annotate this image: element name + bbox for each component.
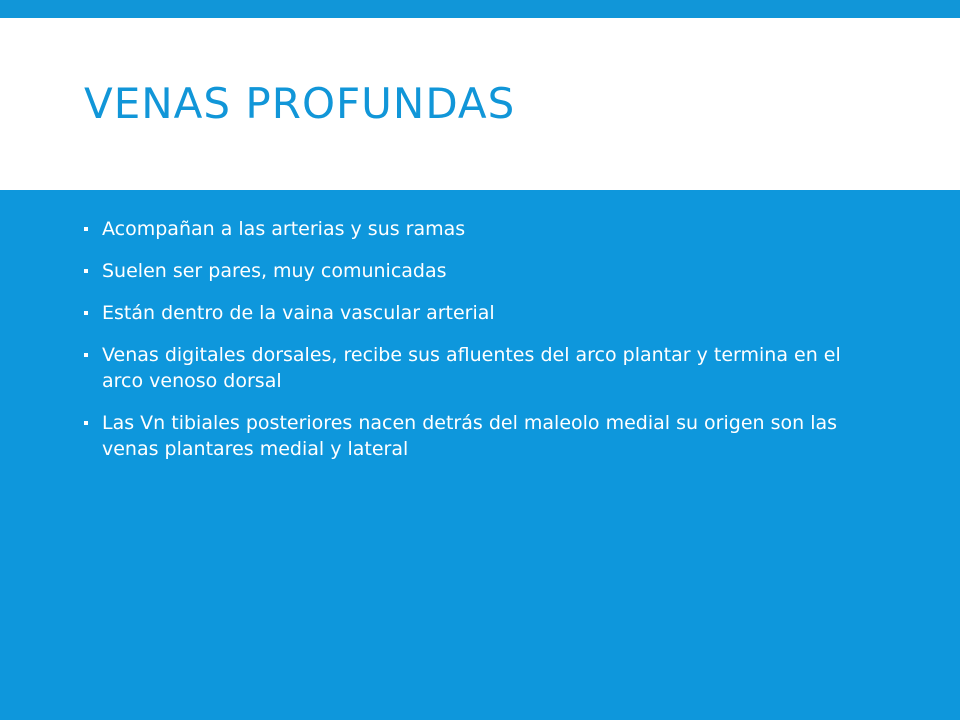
bullet-text-4: Venas digitales dorsales, recibe sus afluentes del arco plantar y termina en el arco venoso dorsal [102,344,841,392]
bullet-text-5: Las Vn tibiales posteriores nacen detrás del maleolo medial su origen son las venas plantares medial y lateral [102,412,838,460]
bullet-marker-icon [84,353,88,357]
bullet-marker-icon [84,311,88,315]
bullet-item-4 [84,342,874,394]
bullet-text-1: Acompañan a las arterias y sus ramas [102,218,466,240]
bullet-marker-icon [84,269,88,273]
bullet-text-2: Suelen ser pares, muy comunicadas [102,260,447,282]
bullet-item-1 [84,216,874,242]
bullet-item-5 [84,410,874,462]
bullet-item-2 [84,258,874,284]
bullet-list [84,216,874,478]
top-accent-bar [0,0,960,18]
content-area [0,190,960,720]
bullet-item-3 [84,300,874,326]
slide-title: VENAS PROFUNDAS [84,79,516,128]
bullet-text-3: Están dentro de la vaina vascular arterial [102,302,495,324]
bullet-marker-icon [84,227,88,231]
bullet-marker-icon [84,421,88,425]
title-area [0,18,960,190]
